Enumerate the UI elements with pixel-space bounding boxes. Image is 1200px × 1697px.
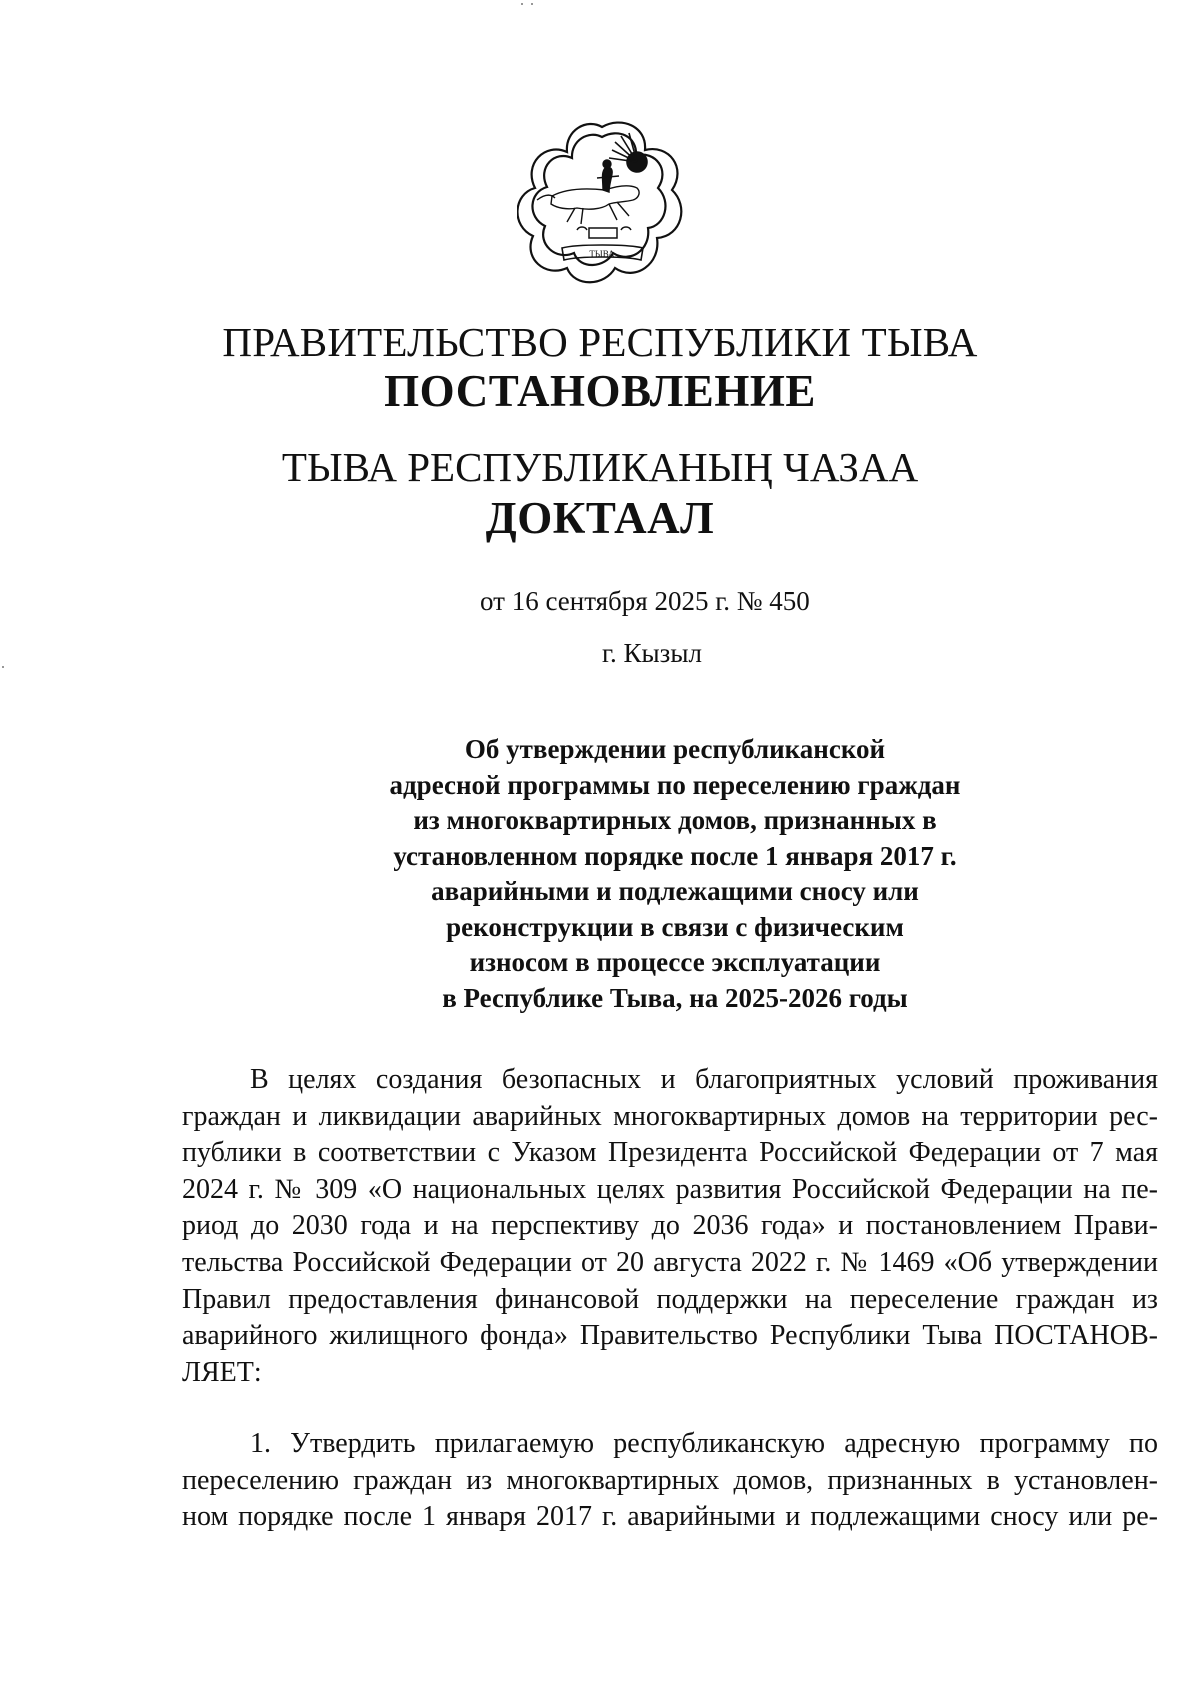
title-line: аварийными и подлежащими сносу или bbox=[431, 876, 919, 906]
paragraph-line: 1. Утвердить прилагаемую республиканскую адресную программу по bbox=[250, 1428, 1158, 1459]
title-line: Об утверждении республиканской bbox=[464, 734, 886, 764]
paragraph-line: граждан и ликвидации аварийных многоквартирных домов на территории рес- bbox=[182, 1100, 1158, 1132]
scan-speck bbox=[521, 3, 523, 5]
paragraph-line: Правил предоставления финансовой поддержки на переселение граждан из bbox=[182, 1283, 1158, 1315]
paragraph-line: ЛЯЕТ: bbox=[182, 1356, 262, 1388]
paragraph-line: ном порядке после 1 января 2017 г. аварийными и подлежащими сносу или ре- bbox=[182, 1501, 1158, 1533]
government-name-tuvan: ТЫВА РЕСПУБЛИКАНЫҢ ЧАЗАА bbox=[281, 444, 919, 490]
paragraph-line: аварийного жилищного фонда» Правительство Республики Тыва ПОСТАНОВ- bbox=[182, 1320, 1158, 1352]
title-line: адресной программы по переселению граждан bbox=[389, 769, 961, 800]
paragraph-line: переселению граждан из многоквартирных домов, признанных в установлен- bbox=[182, 1464, 1158, 1496]
paragraph-line: риод до 2030 года и на перспективу до 2036 года» и постановлением Прави- bbox=[182, 1210, 1158, 1242]
tuva-coat-of-arms-emblem bbox=[517, 118, 687, 290]
title-line: износом в процессе эксплуатации bbox=[469, 947, 881, 977]
paragraph-line: В целях создания безопасных и благоприятных условий проживания bbox=[250, 1064, 1158, 1095]
preamble-paragraph bbox=[182, 1062, 1158, 1391]
document-title bbox=[300, 732, 1050, 1016]
paragraph-line: публики в соответствии с Указом Президента Российской Федерации от 7 мая bbox=[182, 1137, 1158, 1169]
title-line: установленном порядке после 1 января 2017 г. bbox=[393, 840, 957, 871]
title-line: в Республике Тыва, на 2025-2026 годы bbox=[442, 982, 908, 1013]
document-city: г. Кызыл bbox=[602, 638, 702, 668]
government-name-russian: ПРАВИТЕЛЬСТВО РЕСПУБЛИКИ ТЫВА bbox=[222, 319, 978, 365]
document-date-number: от 16 сентября 2025 г. № 450 bbox=[480, 586, 810, 616]
document-type-tuvan: ДОКТААЛ bbox=[485, 493, 715, 543]
title-line: из многоквартирных домов, признанных в bbox=[413, 805, 937, 835]
paragraph-line: тельства Российской Федерации от 20 августа 2022 г. № 1469 «Об утверждении bbox=[182, 1246, 1158, 1278]
document-type-russian: ПОСТАНОВЛЕНИЕ bbox=[384, 366, 816, 416]
scan-speck bbox=[531, 3, 533, 5]
title-line: реконструкции в связи с физическим bbox=[446, 911, 904, 942]
clause-1-paragraph bbox=[182, 1426, 1158, 1536]
scan-speck bbox=[2, 666, 4, 668]
emblem-caption: ТЫВА bbox=[589, 249, 615, 259]
paragraph-line: 2024 г. № 309 «О национальных целях развития Российской Федерации на пе- bbox=[182, 1173, 1158, 1205]
